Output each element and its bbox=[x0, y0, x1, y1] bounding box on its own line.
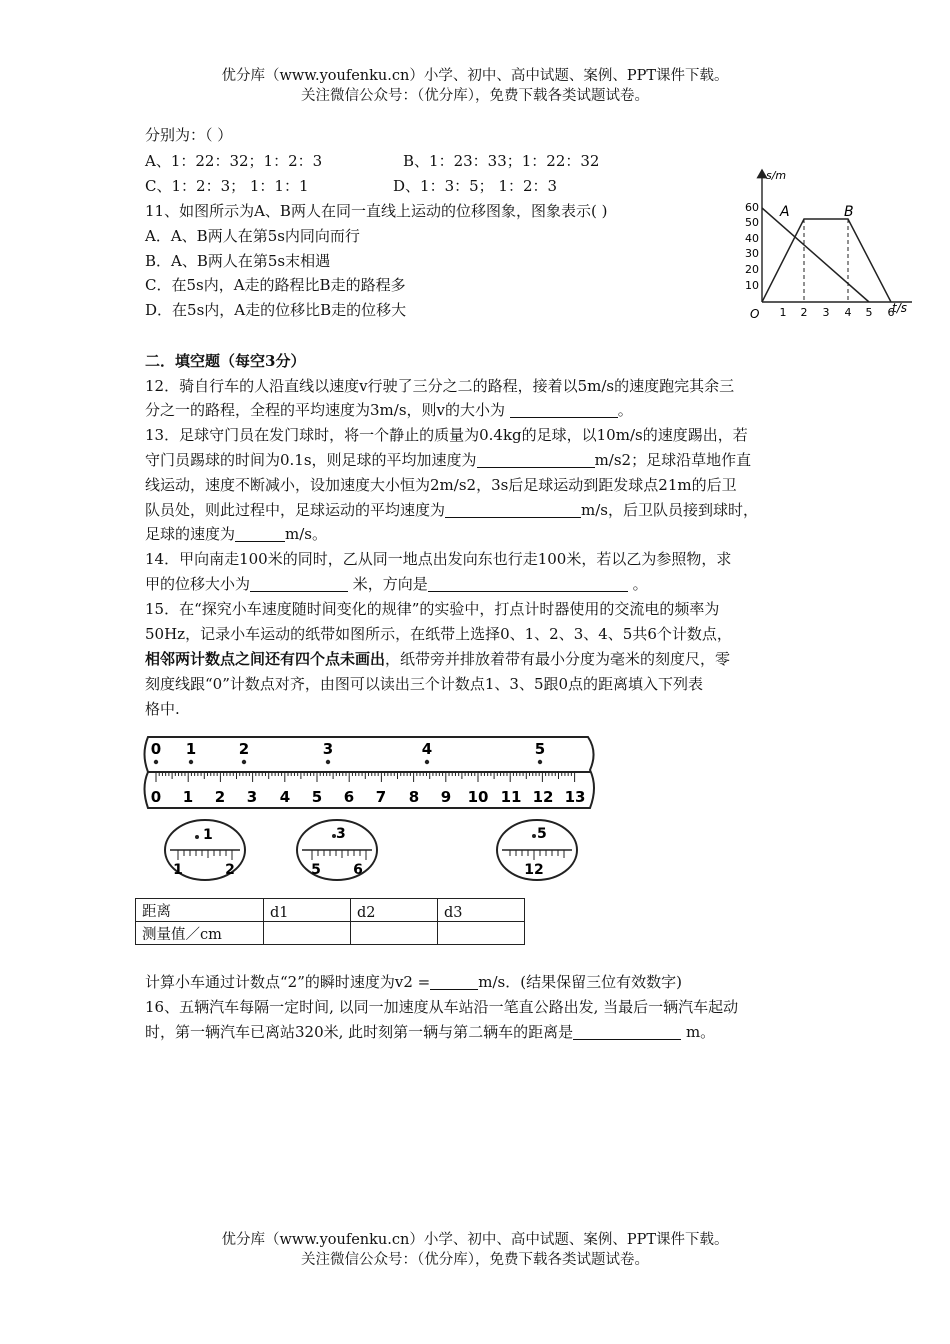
zoom-view-1 bbox=[165, 820, 245, 880]
zoom-right-label: 6 bbox=[353, 862, 363, 878]
x-tick: 3 bbox=[822, 306, 830, 319]
ruler-number: 12 bbox=[532, 788, 554, 806]
tape-point-label: 2 bbox=[238, 740, 250, 758]
q12-line-2 bbox=[145, 399, 633, 421]
graph-x-label: t/s bbox=[892, 301, 907, 315]
zoom-point-label: 1 bbox=[203, 827, 213, 843]
q15-line-3-rest: ，纸带旁并排放着带有最小分度为毫米的刻度尺，零 bbox=[385, 650, 731, 668]
q13-text-b: m/s2；足球沿草地作直 bbox=[594, 451, 752, 469]
q14-line-1: 14．甲向南走100米的同时，乙从同一地点出发向东也行走100米，若以乙为参照物，求 bbox=[145, 550, 732, 568]
graph-origin: O bbox=[750, 307, 760, 321]
q13-blank-average-velocity[interactable] bbox=[445, 501, 581, 518]
q16-line-1: 16、五辆汽车每隔一定时间, 以同一加速度从车站沿一笔直公路出发, 当最后一辆汽车起动 bbox=[145, 998, 739, 1016]
graph-label-b: B bbox=[844, 204, 854, 220]
q16-text-a: 时，第一辆汽车已离站320米, 此时刻第一辆与第二辆车的距离是 bbox=[145, 1023, 574, 1041]
ruler-number: 0 bbox=[150, 788, 162, 806]
q11-stem: 11、如图所示为A、B两人在同一直线上运动的位移图象，图象表示( ) bbox=[145, 202, 608, 220]
tape-dots bbox=[154, 760, 542, 764]
q15-line-4: 刻度线跟“0”计数点对齐，由图可以读出三个计数点1、3、5跟0点的距离填入下列表 bbox=[145, 675, 704, 693]
displacement-time-graph bbox=[742, 166, 912, 326]
zoom-right-label: 2 bbox=[225, 862, 235, 878]
ruler-number: 1 bbox=[182, 788, 194, 806]
tape-points bbox=[151, 740, 545, 758]
ruler-number: 13 bbox=[564, 788, 586, 806]
q15-line-1: 15．在“探究小车速度随时间变化的规律”的实验中，打点计时器使用的交流电的频率为 bbox=[145, 600, 720, 618]
table-cell: 距离 bbox=[136, 899, 264, 922]
q14-line-2 bbox=[145, 573, 648, 595]
q15-line-3 bbox=[145, 648, 730, 670]
q14-blank-direction[interactable] bbox=[428, 575, 628, 592]
zoom-left-label: 1 bbox=[173, 862, 183, 878]
y-tick: 60 bbox=[745, 201, 759, 214]
graph-line-b bbox=[762, 219, 891, 302]
q13-text-e: 足球的速度为 bbox=[145, 525, 236, 543]
q13-text-d: m/s，后卫队员接到球时， bbox=[581, 501, 758, 519]
q12-end: 。 bbox=[617, 401, 633, 419]
table-cell: d3 bbox=[438, 899, 525, 922]
q10-option-a: A、1：22：32；1：2：3 bbox=[145, 152, 323, 170]
header-line-2: 关注微信公众号：（优分库），免费下载各类试题试卷。 bbox=[301, 88, 649, 104]
tape-point-label: 0 bbox=[150, 740, 162, 758]
measurement-table bbox=[135, 898, 525, 945]
graph-label-a: A bbox=[780, 204, 790, 220]
table-input-d1[interactable] bbox=[264, 922, 351, 945]
q15-velocity-text: 计算小车通过计数点“2”的瞬时速度为v2 = bbox=[145, 973, 431, 991]
ruler-number: 10 bbox=[467, 788, 489, 806]
q12-text: 分之一的路程，全程的平均速度为3m/s，则v的大小为 bbox=[145, 401, 505, 419]
ruler-number: 7 bbox=[375, 788, 387, 806]
q15-velocity-line bbox=[145, 971, 682, 993]
tape-point-label: 3 bbox=[322, 740, 334, 758]
zoom-point-label: 3 bbox=[336, 826, 346, 842]
q15-blank-v2[interactable] bbox=[430, 973, 478, 990]
y-tick: 30 bbox=[745, 247, 759, 260]
header-line-1: 优分库（www.youfenku.cn）小学、初中、高中试题、案例、PPT课件下载。 bbox=[221, 68, 729, 84]
zoom-center-label: 12 bbox=[524, 862, 544, 878]
tape-dot bbox=[154, 760, 158, 764]
page-footer bbox=[0, 1230, 950, 1270]
ruler-number: 4 bbox=[279, 788, 291, 806]
q11-option-d: D．在5s内，A走的位移比B走的位移大 bbox=[145, 301, 407, 319]
q13-blank-acceleration[interactable] bbox=[477, 451, 595, 468]
tape-point-label: 5 bbox=[534, 740, 546, 758]
q10-option-b: B、1：23：33；1：22：32 bbox=[403, 152, 600, 170]
ruler-ticks bbox=[156, 772, 575, 782]
q14-text-c: 。 bbox=[627, 575, 648, 593]
q13-text-f: m/s。 bbox=[285, 525, 327, 543]
tape-dot bbox=[538, 760, 542, 764]
page-header bbox=[0, 66, 950, 106]
q16-blank-distance[interactable] bbox=[573, 1023, 681, 1040]
ruler-number: 3 bbox=[246, 788, 258, 806]
tape-dot bbox=[189, 760, 193, 764]
q10-stem-tail: 分别为：（ ） bbox=[145, 126, 233, 144]
tape-point-label: 4 bbox=[421, 740, 433, 758]
x-tick: 4 bbox=[844, 306, 852, 319]
q14-blank-displacement[interactable] bbox=[250, 575, 348, 592]
q10-option-c: C、1：2：3； 1：1：1 bbox=[145, 177, 309, 195]
y-tick: 10 bbox=[745, 279, 759, 292]
table-cell: d1 bbox=[264, 899, 351, 922]
x-tick: 5 bbox=[865, 306, 873, 319]
q15-line-2: 50Hz，记录小车运动的纸带如图所示，在纸带上选择0、1、2、3、4、5共6个计数点， bbox=[145, 625, 732, 643]
table-input-d2[interactable] bbox=[351, 922, 438, 945]
q10-option-d: D、1：3：5； 1：2：3 bbox=[393, 177, 558, 195]
q14-text-b: 米，方向是 bbox=[348, 575, 428, 593]
q13-line-4 bbox=[145, 499, 758, 521]
q15-bold-note: 相邻两计数点之间还有四个点未画出 bbox=[145, 650, 386, 668]
tape-dot bbox=[242, 760, 246, 764]
q13-line-5 bbox=[145, 523, 327, 545]
tape-and-ruler-figure bbox=[140, 732, 600, 884]
q13-text-a: 守门员踢球的时间为0.1s，则足球的平均加速度为 bbox=[145, 451, 477, 469]
graph-y-label: s/m bbox=[766, 169, 787, 182]
tape-dot bbox=[425, 760, 429, 764]
q13-blank-final-velocity[interactable] bbox=[235, 525, 285, 542]
q13-line-3: 线运动，速度不断减小，设加速度大小恒为2m/s2，3s后足球运动到距发球点21m的后卫 bbox=[145, 476, 737, 494]
q16-text-b: m。 bbox=[681, 1023, 716, 1041]
zoom-left-label: 5 bbox=[311, 862, 321, 878]
tape-point-label: 1 bbox=[185, 740, 197, 758]
ruler-number: 8 bbox=[408, 788, 420, 806]
q11-option-a: A．A、B两人在第5s内同向而行 bbox=[145, 227, 360, 245]
footer-line-2: 关注微信公众号：（优分库），免费下载各类试题试卷。 bbox=[301, 1252, 649, 1268]
zoom-dot bbox=[195, 835, 199, 839]
q13-line-1: 13．足球守门员在发门球时，将一个静止的质量为0.4kg的足球，以10m/s的速度踢出，若 bbox=[145, 426, 748, 444]
footer-line-1: 优分库（www.youfenku.cn）小学、初中、高中试题、案例、PPT课件下载。 bbox=[221, 1232, 729, 1248]
zoom-point-label: 5 bbox=[537, 826, 547, 842]
q15-line-5: 格中. bbox=[145, 700, 180, 718]
q12-line-1: 12．骑自行车的人沿直线以速度v行驶了三分之二的路程，接着以5m/s的速度跑完其余三 bbox=[145, 377, 735, 395]
table-row bbox=[136, 899, 525, 922]
table-input-d3[interactable] bbox=[438, 922, 525, 945]
table-row bbox=[136, 922, 525, 945]
zoom-view-3 bbox=[497, 820, 577, 880]
tape-dot bbox=[326, 760, 330, 764]
zoom-dot bbox=[532, 834, 536, 838]
table-cell: 测量值／cm bbox=[136, 922, 264, 945]
x-tick: 6 bbox=[887, 306, 895, 319]
ruler-number: 6 bbox=[343, 788, 355, 806]
q15-velocity-unit: m/s．(结果保留三位有效数字) bbox=[478, 973, 682, 991]
ruler-number: 11 bbox=[500, 788, 522, 806]
q13-line-2 bbox=[145, 449, 751, 471]
q12-answer-blank[interactable] bbox=[510, 401, 618, 418]
q14-text-a: 甲的位移大小为 bbox=[145, 575, 251, 593]
ruler-labels bbox=[151, 788, 586, 806]
section-title: 二．填空题（每空3分） bbox=[145, 352, 306, 370]
ruler-number: 9 bbox=[440, 788, 452, 806]
y-tick: 20 bbox=[745, 263, 759, 276]
y-tick: 50 bbox=[745, 216, 759, 229]
ruler-number: 2 bbox=[214, 788, 226, 806]
q11-option-b: B．A、B两人在第5s末相遇 bbox=[145, 252, 331, 270]
table-cell: d2 bbox=[351, 899, 438, 922]
q11-option-c: C．在5s内，A走的路程比B走的路程多 bbox=[145, 276, 406, 294]
q13-text-c: 队员处，则此过程中，足球运动的平均速度为 bbox=[145, 501, 446, 519]
y-tick: 40 bbox=[745, 232, 759, 245]
q16-line-2 bbox=[145, 1021, 715, 1043]
zoom-view-2 bbox=[297, 820, 377, 880]
graph-line-a bbox=[762, 208, 869, 302]
graph-y-ticks bbox=[745, 201, 759, 292]
ruler-number: 5 bbox=[311, 788, 323, 806]
x-tick: 2 bbox=[800, 306, 808, 319]
x-tick: 1 bbox=[779, 306, 787, 319]
graph-x-ticks bbox=[780, 306, 895, 319]
